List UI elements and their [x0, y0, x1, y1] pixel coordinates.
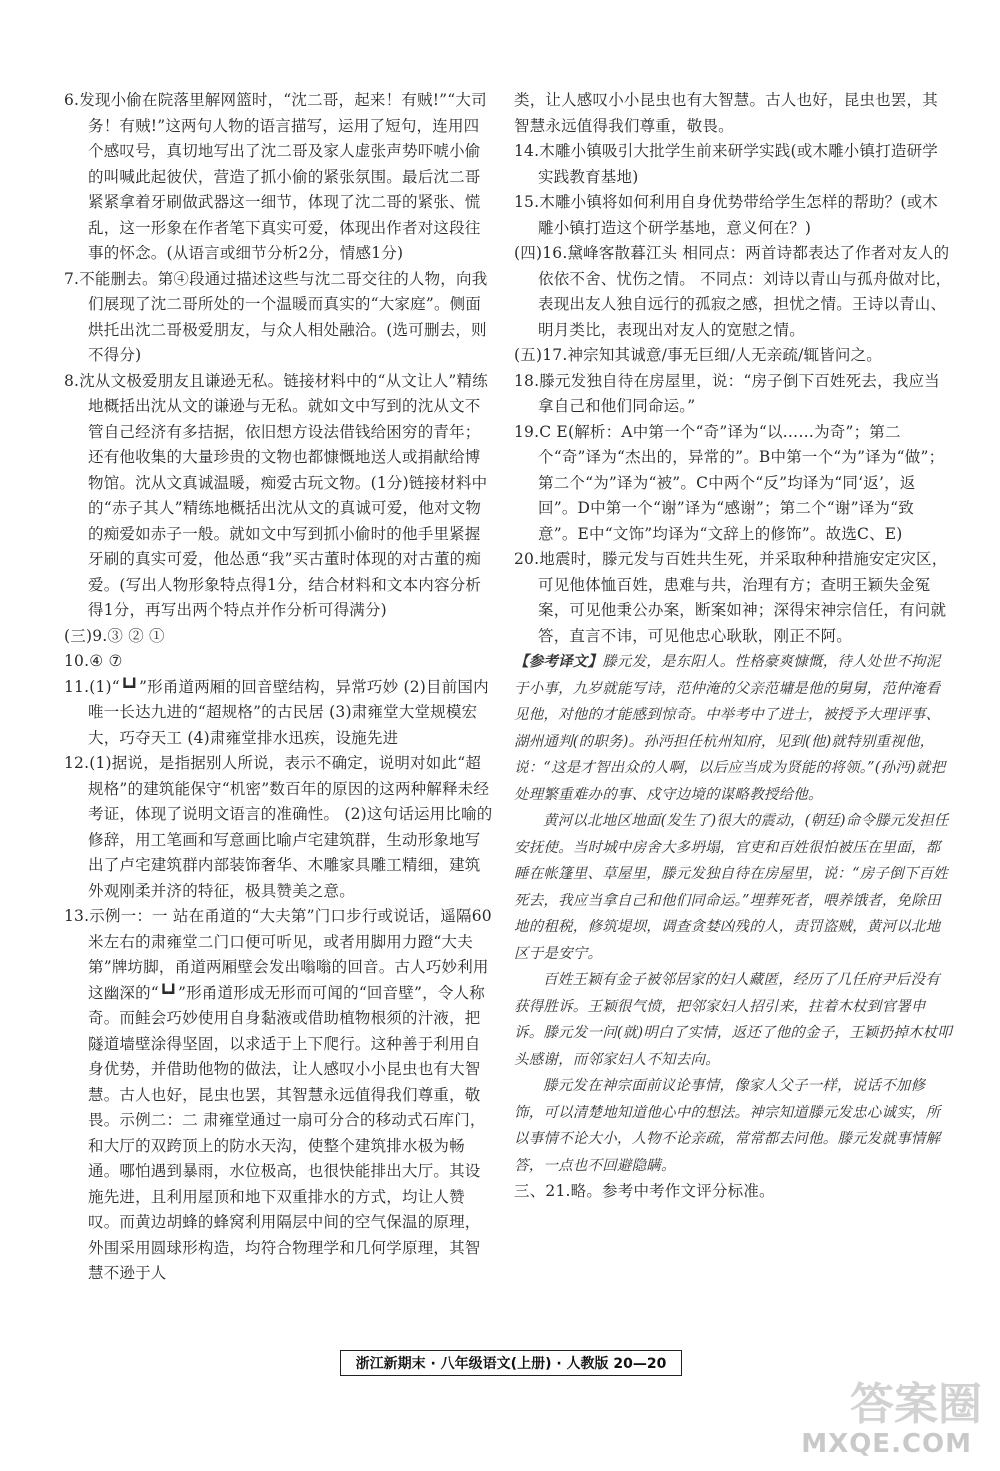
answer-20: 20.地震时，滕元发与百姓共生死，并采取种种措施安定灾区，可见他体恤百姓，患难与共，治理有方；查明王颖失金冤案，可见他秉公办案，断案如神；深得宋神宗信任，有问就答，直言不讳，可见他忠心耿耿，刚正不阿。 — [514, 550, 948, 645]
answer-21: 三、21.略。参考中考作文评分标准。 — [514, 1182, 775, 1200]
translation-paragraph-4: 滕元发在神宗面前议论事情，像家人父子一样，说话不加修饰，可以清楚地知道他心中的想法。神宗知道滕元发忠心诚实，所以事情不论大小，人物不论亲疏，常常都去问他。滕元发就事情解答，一点也不回避隐瞒。 — [514, 1078, 941, 1174]
translation-paragraph-3: 百姓王颖有金子被邻居家的妇人藏匿，经历了几任府尹后没有获得胜诉。王颖很气愤，把邻家妇人招引来，拄着木杖到官署申诉。滕元发一问(就)明白了实情，返还了他的金子，王颖扔掉木杖叩头感谢，而邻家妇人不知去向。 — [514, 972, 953, 1068]
answer-16: (四)16.黛峰客散暮江头 相同点：两首诗都表达了作者对友人的依依不舍、忧伤之情。 不同点：刘诗以青山与孤舟做对比，表现出友人独自远行的孤寂之感，担忧之情。王诗以青山、明月类比，表现出对友人的宽慰之情。 — [514, 244, 952, 339]
page-footer: 浙江新期末 · 八年级语文(上册) · 人教版 20—20 — [340, 1350, 682, 1376]
watermark — [800, 1375, 990, 1465]
answer-12: 12.(1)据说，是指据别人所说，表示不确定，说明对如此“超规格”的建筑能保守“机密”数百年的原因的这两种解释未经考证，体现了说明文语言的准确性。 (2)这句话运用比喻的修辞，用工笔画和写意画比喻卢宅建筑群，生动形象地写出了卢宅建筑群内部装饰奢华、木雕家具雕工精细，建筑外观刚柔并济的特征，极具赞美之意。 — [64, 754, 493, 900]
answer-7: 7.不能删去。第④段通过描述这些与沈二哥交往的人物，向我们展现了沈二哥所处的一个温暖而真实的“大家庭”。侧面烘托出沈二哥极爱朋友，与众人相处融洽。(选可删去，则不得分) — [64, 269, 488, 364]
answer-19: 19.C E(解析：A中第一个“奇”译为“以……为奇”；第二个“奇”译为“杰出的，异常的”。B中第一个“为”译为“做”；第二个“为”译为“被”。C中两个“反”均译为“同‘返’，返回”。D中第一个“谢”译为“感谢”；第二个“谢”译为“致意”。E中“文饰”均译为“文辞上的修饰”。故选C、E) — [514, 422, 945, 543]
answer-9: (三)9.③ ② ① — [64, 626, 165, 645]
right-column — [514, 88, 952, 1205]
answer-17: (五)17.神宗知其诚意/事无巨细/人无亲疏/辄皆问之。 — [514, 346, 883, 364]
answer-8: 8.沈从文极爱朋友且谦逊无私。链接材料中的“从文让人”精练地概括出沈从文的谦逊与无私。就如文中写到的沈从文不管自己经济有多拮据，依旧想方设法借钱给困穷的青年；还有他收集的大量珍贵的文物也都慷慨地送人或捐献给博物馆。沈从文真诚温暖，痴爱古玩文物。(1分)链接材料中的“赤子其人”精练地概括出沈从文的真诚可爱，他对文物的痴爱如赤子一般。就如文中写到抓小偷时的他手里紧握牙刷的真实可爱，他怂恿“我”买古董时体现的对古董的痴爱。(写出人物形象特点得1分，结合材料和文本内容分析得1分，再写出两个特点并作分析可得满分) — [64, 371, 488, 619]
answer-11: 11.(1)“┗┛”形甬道两厢的回音壁结构，异常巧妙 (2)目前国内唯一长达九进的“超规格”的古民居 (3)肃雍堂大堂规模宏大，巧夺天工 (4)肃雍堂排水迅疾，设施先进 — [64, 677, 489, 747]
answer-10: 10.④ ⑦ — [64, 652, 123, 670]
reference-translation — [514, 649, 952, 1179]
answer-6: 6.发现小偷在院落里解网篮时，“沈二哥，起来！有贼!”“大司务！有贼!”这两句人物的语言描写，运用了短句，连用四个感叹号，真切地写出了沈二哥及家人虚张声势吓唬小偷的叫喊此起彼伏，营造了抓小偷的紧张氛围。最后沈二哥紧紧拿着牙刷做武器这一细节，体现了沈二哥的紧张、慌乱，这一形象在作者笔下真实可爱，体现出作者对这段往事的怀念。(从语言或细节分析2分，情感1分) — [64, 91, 487, 262]
translation-label: 【参考译文】 — [514, 653, 603, 670]
translation-paragraph-1: 滕元发，是东阳人。性格豪爽慷慨，待人处世不拘泥于小事，九岁就能写诗，范仲淹的父亲范墉是他的舅舅，范仲淹看见他，对他的才能感到惊奇。中举考中了进士，被授予大理评事、湖州通判(的职务)。孙沔担任杭州知府，见到(他)就特别重视他，说：“这是才智出众的人啊，以后应当成为贤能的将领。”(孙沔)就把处理繁重难办的事、戍守边境的谋略教授给他。 — [514, 654, 946, 803]
answer-14: 14.木雕小镇吸引大批学生前来研学实践(或木雕小镇打造研学实践教育基地) — [514, 142, 938, 186]
answer-13-continued: 类，让人感叹小小昆虫也有大智慧。古人也好，昆虫也罢，其智慧永远值得我们尊重，敬畏。 — [514, 91, 938, 135]
watermark-text: MXQE.COM — [801, 1429, 972, 1459]
watermark-logo: 答案圈 — [850, 1379, 982, 1430]
left-column — [64, 88, 494, 1287]
answer-13: 13.示例一：一 站在甬道的“大夫第”门口步行或说话，遥隔60米左右的肃雍堂二门口便可听见，或者用脚用力蹬“大夫第”牌坊脚，甬道两厢壁会发出嗡嗡的回音。古人巧妙利用这幽深的“┗┛”形甬道形成无形而可闻的“回音壁”，令人称奇。而鲑会巧妙使用自身黏液或借助植物根须的汁液，把隧道墙壁涂得坚固，以求适于上下爬行。这种善于利用自身优势，并借助他物的做法，让人感叹小小昆虫也有大智慧。古人也好，昆虫也罢，其智慧永远值得我们尊重，敬畏。示例二：二 肃雍堂通过一扇可分合的移动式石库门，和大厅的双跨顶上的防水天沟，使整个建筑排水极为畅通。哪怕遇到暴雨，水位极高，也很快能排出大厅。其设施先进，且利用屋顶和地下双重排水的方式，均让人赞叹。而黄边胡蜂的蜂窝利用隔层中间的空气保温的原理，外围采用圆球形构造，均符合物理学和几何学原理，其智慧不逊于人 — [64, 907, 492, 1282]
answer-18: 18.滕元发独自待在房屋里，说：“房子倒下百姓死去，我应当拿自己和他们同命运。” — [514, 371, 940, 415]
translation-paragraph-2: 黄河以北地区地面(发生了)很大的震动，(朝廷)命令滕元发担任安抚使。当时城中房舍大多坍塌，官吏和百姓很怕被压在里面，都睡在帐篷里、草屋里，滕元发独自待在房屋里，说：“房子倒下百姓死去，我应当拿自己和他们同命运。”埋葬死者，喂养饿者，免除田地的租税，修筑堤坝，调查贪婪凶残的人，责罚盗贼，黄河以北地区于是安宁。 — [514, 813, 949, 962]
answer-15: 15.木雕小镇将如何利用自身优势带给学生怎样的帮助？(或木雕小镇打造这个研学基地，意义何在？) — [514, 193, 938, 237]
